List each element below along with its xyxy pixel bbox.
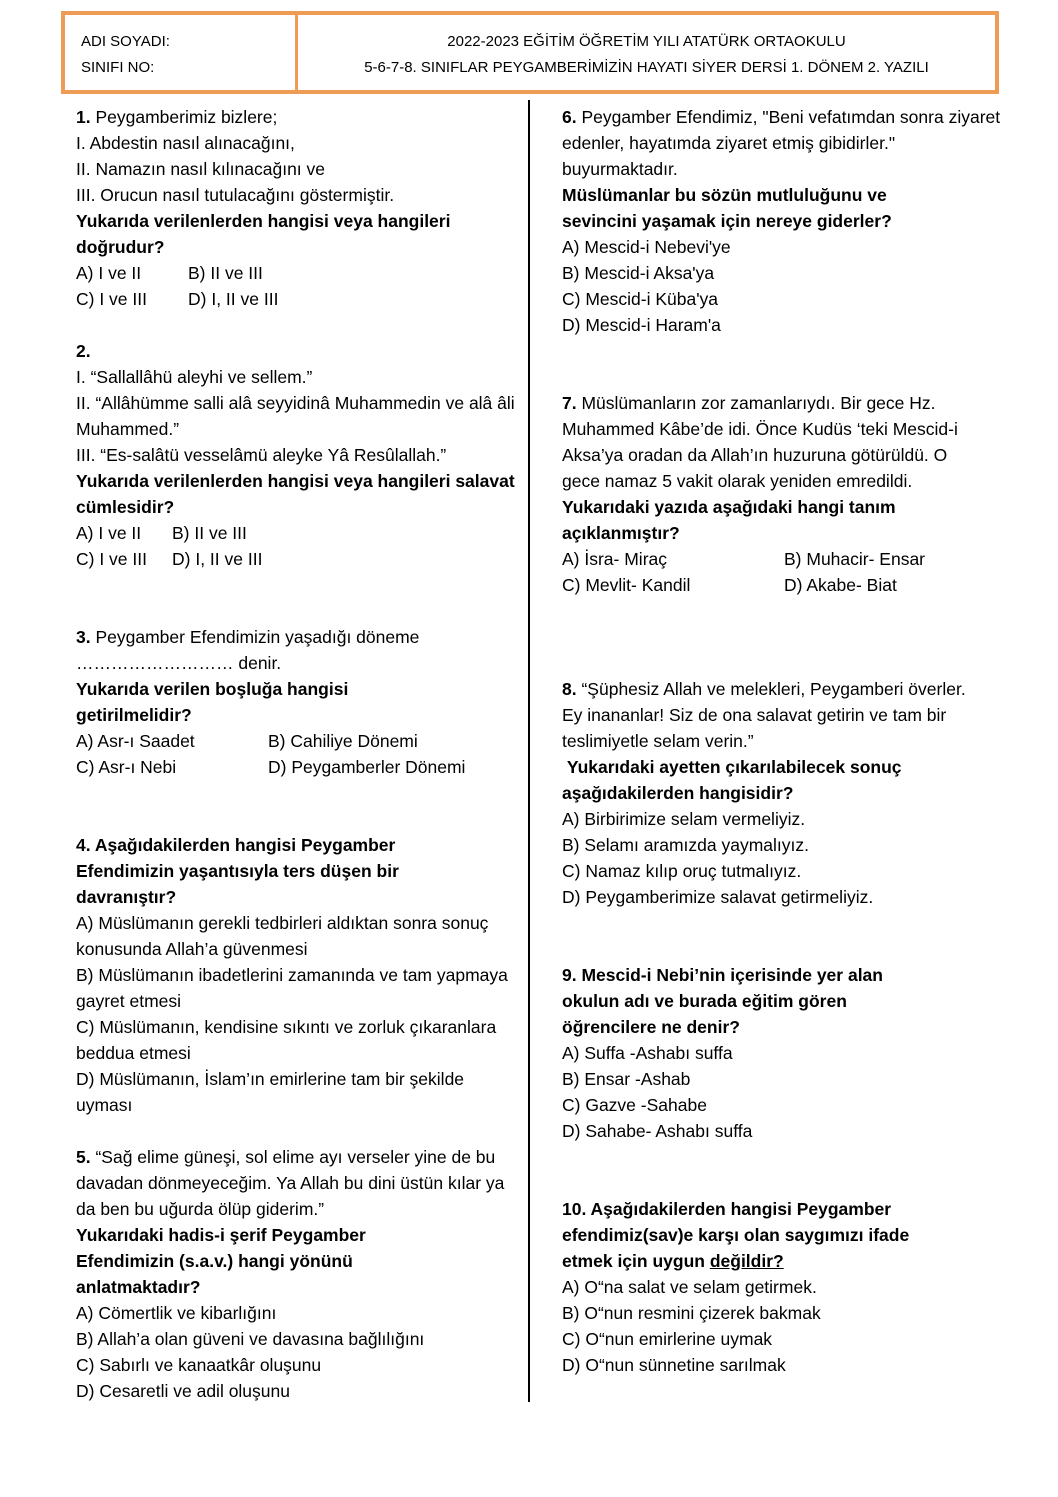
question-number: 9. xyxy=(562,965,577,985)
option-c[interactable]: C) Gazve -Sahabe xyxy=(562,1095,707,1115)
question-stem: Peygamber Efendimizin yaşadığı döneme xyxy=(95,627,420,647)
option-d[interactable]: D) Cesaretli ve adil oluşunu xyxy=(76,1381,290,1401)
question-3 xyxy=(76,624,516,832)
question-number: 4. xyxy=(76,835,91,855)
question-prompt: Müslümanlar bu sözün mutluluğunu ve sevincini yaşamak için nereye giderler? xyxy=(562,185,892,231)
question-prompt: Yukarıda verilenlerden hangisi veya hangileri salavat cümlesidir? xyxy=(76,471,515,517)
option-b[interactable]: B) Cahiliye Dönemi xyxy=(268,731,418,751)
right-column xyxy=(562,104,1002,1378)
question-stem: III. Orucun nasıl tutulacağını göstermiştir. xyxy=(76,185,395,205)
option-a[interactable]: A) Cömertlik ve kibarlığını xyxy=(76,1303,277,1323)
question-4 xyxy=(76,832,516,1144)
option-a[interactable]: A) Asr-ı Saadet xyxy=(76,731,195,751)
option-a[interactable]: A) İsra- Miraç xyxy=(562,549,667,569)
question-6 xyxy=(562,104,1002,390)
option-c[interactable]: C) O“nun emirlerine uymak xyxy=(562,1329,773,1349)
exam-header xyxy=(61,11,999,94)
option-b[interactable]: B) Müslümanın ibadetlerini zamanında ve tam yapmaya gayret etmesi xyxy=(76,965,508,1011)
option-c[interactable]: C) Asr-ı Nebi xyxy=(76,757,177,777)
question-number: 8. xyxy=(562,679,577,699)
question-5 xyxy=(76,1144,516,1404)
question-prompt-emphasis: değildir? xyxy=(709,1251,784,1271)
option-a[interactable]: A) Suffa -Ashabı suffa xyxy=(562,1043,733,1063)
title-line-2: 5-6-7-8. SINIFLAR PEYGAMBERİMİZİN HAYATI SİYER DERSİ 1. DÖNEM 2. YAZILI xyxy=(364,59,929,76)
question-prompt: Yukarıda verilenlerden hangisi veya hangileri doğrudur? xyxy=(76,211,451,257)
option-b[interactable]: B) II ve III xyxy=(188,263,263,283)
option-c[interactable]: C) Mescid-i Küba'ya xyxy=(562,289,719,309)
question-10 xyxy=(562,1196,1002,1378)
option-b[interactable]: B) Ensar -Ashab xyxy=(562,1069,691,1089)
option-b[interactable]: B) Allah’a olan güveni ve davasına bağlılığını xyxy=(76,1329,425,1349)
question-stem: Peygamberimiz bizlere; xyxy=(95,107,278,127)
option-c[interactable]: C) Sabırlı ve kanaatkâr oluşunu xyxy=(76,1355,322,1375)
question-prompt: Yukarıdaki yazıda aşağıdaki hangi tanım açıklanmıştır? xyxy=(562,497,896,543)
option-d[interactable]: D) Peygamberler Dönemi xyxy=(268,757,466,777)
option-a[interactable]: A) Müslümanın gerekli tedbirleri aldıktan sonra sonuç konusunda Allah’a güvenmesi xyxy=(76,913,489,959)
option-d[interactable]: D) Mescid-i Haram'a xyxy=(562,315,721,335)
question-number: 1. xyxy=(76,107,91,127)
question-number: 10. xyxy=(562,1199,587,1219)
option-b[interactable]: B) II ve III xyxy=(172,523,247,543)
question-stem: “Sağ elime güneşi, sol elime ayı verseler yine de bu davadan dönmeyeceğim. Ya Allah bu dini üstün kılar ya da ben bu uğurda ölüp giderim.” xyxy=(76,1147,505,1219)
question-prompt: Yukarıdaki ayetten çıkarılabilecek sonuç aşağıdakilerden hangisidir? xyxy=(562,757,907,803)
question-prompt: Yukarıda verilen boşluğa hangisi getirilmelidir? xyxy=(76,679,349,725)
name-label: ADI SOYADI: xyxy=(81,33,170,50)
question-prompt: Yukarıdaki hadis-i şerif Peygamber Efendimizin (s.a.v.) hangi yönünü anlatmaktadır? xyxy=(76,1225,366,1297)
question-stem: I. “Sallallâhü aleyhi ve sellem.” xyxy=(76,367,313,387)
option-d[interactable]: D) O“nun sünnetine sarılmak xyxy=(562,1355,786,1375)
class-label: SINIFI NO: xyxy=(81,59,155,76)
option-c[interactable]: C) I ve III xyxy=(76,289,147,309)
question-number: 7. xyxy=(562,393,577,413)
option-d[interactable]: D) Müslümanın, İslam’ın emirlerine tam bir şekilde uyması xyxy=(76,1069,465,1115)
question-number: 2. xyxy=(76,341,91,361)
question-prompt: Aşağıdakilerden hangisi Peygamber efendimiz(sav)e karşı olan saygımızı ifade etmek için uygun xyxy=(562,1199,910,1271)
option-a[interactable]: A) O“na salat ve selam getirmek. xyxy=(562,1277,817,1297)
option-d[interactable]: D) I, II ve III xyxy=(188,289,279,309)
question-stem: III. “Es-salâtü vesselâmü aleyke Yâ Resûlallah.” xyxy=(76,445,447,465)
question-number: 3. xyxy=(76,627,91,647)
option-c[interactable]: C) I ve III xyxy=(76,549,147,569)
option-b[interactable]: B) O“nun resmini çizerek bakmak xyxy=(562,1303,821,1323)
option-a[interactable]: A) Birbirimize selam vermeliyiz. xyxy=(562,809,806,829)
option-c[interactable]: C) Namaz kılıp oruç tutmalıyız. xyxy=(562,861,802,881)
option-d[interactable]: D) Akabe- Biat xyxy=(784,575,897,595)
question-prompt: Mescid-i Nebi’nin içerisinde yer alan okulun adı ve burada eğitim gören öğrencilere ne denir? xyxy=(562,965,883,1037)
title-line-1: 2022-2023 EĞİTİM ÖĞRETİM YILI ATATÜRK ORTAOKULU xyxy=(447,33,846,50)
question-7 xyxy=(562,390,1002,676)
question-1 xyxy=(76,104,516,338)
question-stem: Müslümanların zor zamanlarıydı. Bir gece Hz. Muhammed Kâbe’de idi. Önce Kudüs ‘teki Mescid-i Aksa’ya oradan da Allah’ın huzuruna götürüldü. O gece namaz 5 vakit olarak yeniden emredildi. xyxy=(562,393,958,491)
column-divider xyxy=(528,100,530,1402)
question-8 xyxy=(562,676,1002,962)
question-stem: ……………………… denir. xyxy=(76,653,282,673)
question-stem: II. “Allâhümme salli alâ seyyidinâ Muhammedin ve alâ âli Muhammed.” xyxy=(76,393,515,439)
question-2 xyxy=(76,338,516,624)
option-d[interactable]: D) I, II ve III xyxy=(172,549,263,569)
left-column xyxy=(76,104,516,1404)
option-a[interactable]: A) I ve II xyxy=(76,263,142,283)
option-b[interactable]: B) Muhacir- Ensar xyxy=(784,549,926,569)
option-c[interactable]: C) Müslümanın, kendisine sıkıntı ve zorluk çıkaranlara beddua etmesi xyxy=(76,1017,497,1063)
option-b[interactable]: B) Mescid-i Aksa'ya xyxy=(562,263,715,283)
student-info xyxy=(65,15,298,90)
question-stem: Peygamber Efendimiz, "Beni vefatımdan sonra ziyaret edenler, hayatımda ziyaret etmiş gibidirler." buyurmaktadır. xyxy=(562,107,1001,179)
question-stem: I. Abdestin nasıl alınacağını, xyxy=(76,133,295,153)
question-number: 6. xyxy=(562,107,577,127)
question-number: 5. xyxy=(76,1147,91,1167)
option-c[interactable]: C) Mevlit- Kandil xyxy=(562,575,691,595)
option-b[interactable]: B) Selamı aramızda yaymalıyız. xyxy=(562,835,810,855)
question-9 xyxy=(562,962,1002,1196)
question-prompt: Aşağıdakilerden hangisi Peygamber Efendimizin yaşantısıyla ters düşen bir davranıştır? xyxy=(76,835,399,907)
option-a[interactable]: A) I ve II xyxy=(76,523,142,543)
option-a[interactable]: A) Mescid-i Nebevi'ye xyxy=(562,237,731,257)
exam-title xyxy=(298,15,995,90)
question-stem: II. Namazın nasıl kılınacağını ve xyxy=(76,159,326,179)
option-d[interactable]: D) Sahabe- Ashabı suffa xyxy=(562,1121,753,1141)
option-d[interactable]: D) Peygamberimize salavat getirmeliyiz. xyxy=(562,887,874,907)
question-stem: “Şüphesiz Allah ve melekleri, Peygamberi överler. Ey inananlar! Siz de ona salavat getirin ve tam bir teslimiyetle selam verin.” xyxy=(562,679,966,751)
